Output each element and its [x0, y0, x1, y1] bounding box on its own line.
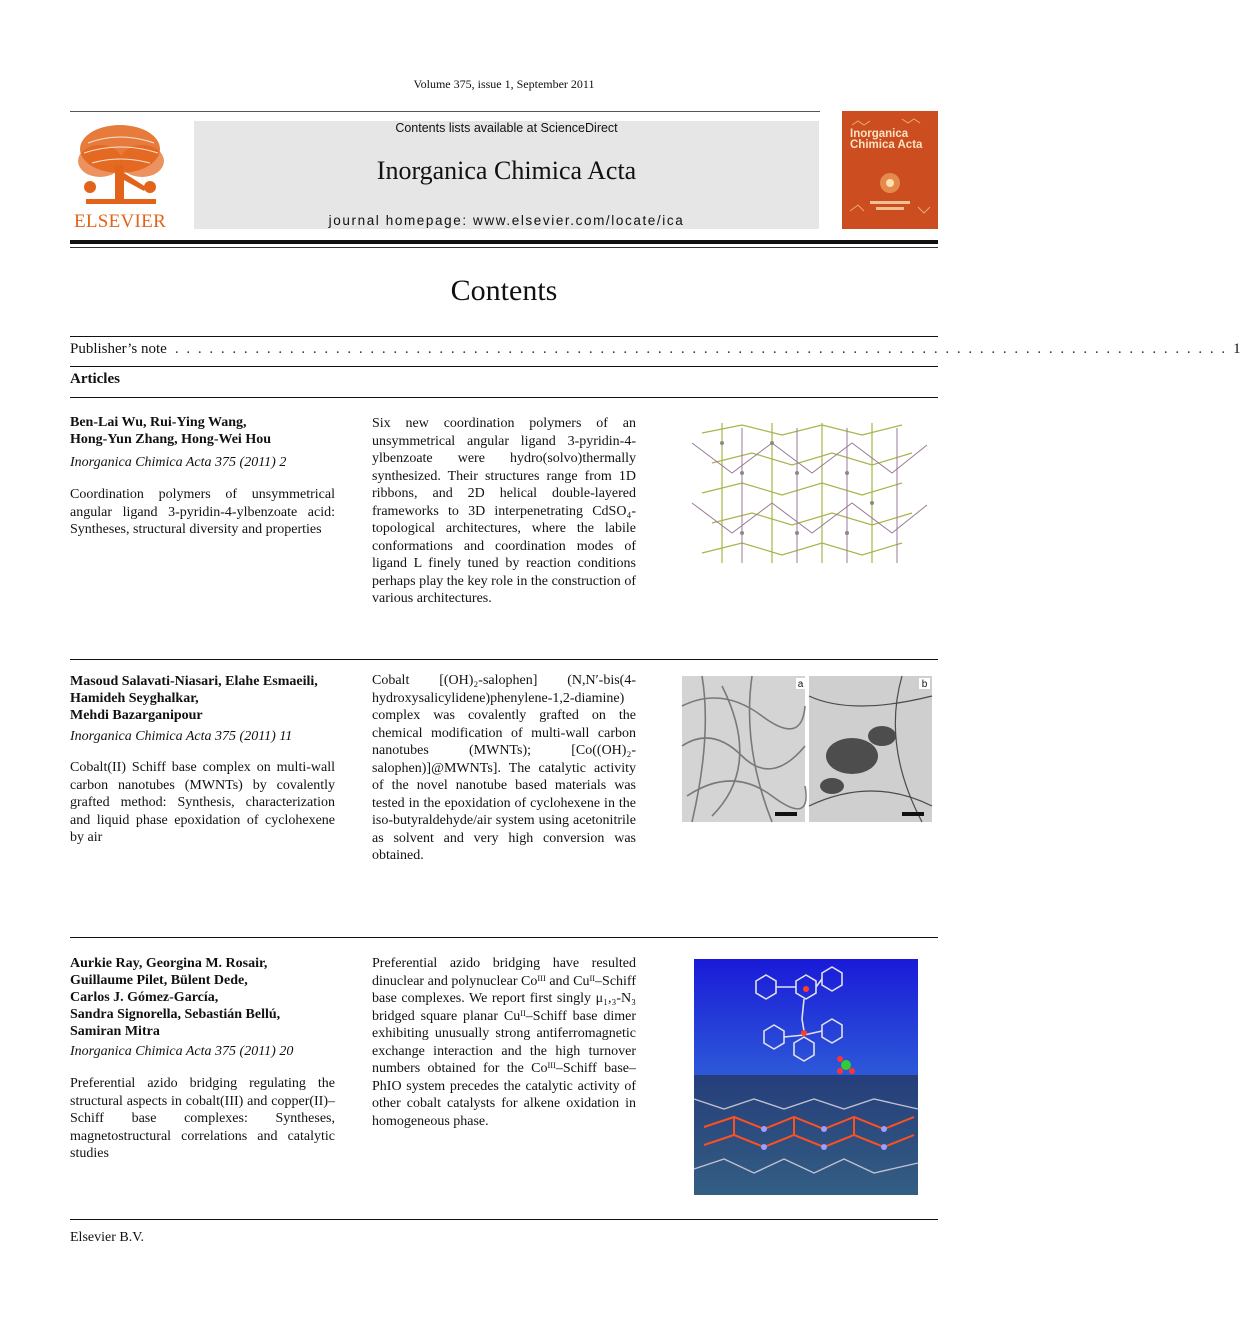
panel-label-b: b	[921, 679, 928, 690]
article-citation[interactable]: Inorganica Chimica Acta 375 (2011) 11	[70, 729, 293, 744]
publishers-note-label: Publisher’s note	[70, 341, 167, 357]
journal-cover-image	[842, 111, 938, 229]
journal-masthead	[194, 121, 819, 229]
top-rule	[70, 111, 820, 112]
divider	[70, 336, 938, 337]
publishers-note-entry[interactable]	[70, 341, 1241, 358]
article-title[interactable]: Coordination polymers of unsymmetrical angular ligand 3-pyridin-4-ylbenzoate acid: Syntheses, structural diversity and properties	[70, 487, 335, 537]
publishers-note-page: 1	[1233, 341, 1241, 357]
footer-rule	[70, 1219, 938, 1220]
panel-label-a: a	[797, 679, 804, 690]
article-citation[interactable]: Inorganica Chimica Acta 375 (2011) 2	[70, 455, 287, 470]
article-title[interactable]: Preferential azido bridging regulating the structural aspects in cobalt(III) and copper(II)–Schiff base complexes: Syntheses, magnetostructural correlations and catalytic studies	[70, 1076, 335, 1161]
article-citation[interactable]: Inorganica Chimica Acta 375 (2011) 20	[70, 1044, 294, 1059]
divider	[70, 937, 938, 938]
masthead-thick-rule	[70, 240, 938, 244]
article-authors: Ben-Lai Wu, Rui-Ying Wang, Hong-Yun Zhang, Hong-Wei Hou	[70, 415, 271, 447]
divider	[70, 659, 938, 660]
journal-homepage-link[interactable]: journal homepage: www.elsevier.com/locate/ica	[328, 213, 685, 228]
nanotube-tem-graphic	[682, 676, 932, 822]
journal-title: Inorganica Chimica Acta	[376, 156, 637, 185]
leader-dots: . . . . . . . . . . . . . . . . . . . . . . . . . . . . . . . . . . . . . . . . . . . . . . . . . . . . . . . . . . . . . . . . . . . . . . . . . . . . . . . . . . . . . . . . . . . .	[174, 341, 1228, 357]
article-authors: Aurkie Ray, Georgina M. Rosair, Guillaume Pilet, Bülent Dede, Carlos J. Gómez-García, Sandra Signorella, Sebastián Bellú, Samiran Mitra	[70, 956, 281, 1039]
article-title[interactable]: Cobalt(II) Schiff base complex on multi-wall carbon nanotubes (MWNTs) by covalently grafted method: Synthesis, characterization and liquid phase epoxidation of cyclohexene by air	[70, 760, 335, 845]
footer-publisher: Elsevier B.V.	[70, 1230, 145, 1245]
volume-line: Volume 375, issue 1, September 2011	[413, 77, 595, 91]
article-abstract: Six new coordination polymers of an unsymmetrical angular ligand 3-pyridin-4-ylbenzoate were hydro(solvo)thermally synthesized. Their structures range from 1D ribbons, and 2D helical double-layered frameworks to 3D interpenetrating CdSO₄-topological architectures, where the labile conformations and coordination modes of ligand L finely tuned by reaction conditions perhaps play the key role in the construction of various architectures.	[372, 416, 636, 606]
article-authors: Masoud Salavati-Niasari, Elahe Esmaeili, Hamideh Seyghalkar, Mehdi Bazarganipour	[70, 674, 318, 723]
section-label: Articles	[70, 371, 120, 387]
divider	[70, 366, 938, 367]
coordination-polymer-graphic	[682, 413, 932, 573]
cobalt-copper-complex-graphic	[694, 959, 918, 1195]
article-abstract: Cobalt [(OH)₂-salophen] (N,N′-bis(4-hydroxysalicylidene)phenylene-1,2-diamine) complex was covalently grafted on the chemical modification of multi-wall carbon nanotubes (MWNTs); [Co((OH)₂-salophen)]@MWNTs]. The catalytic activity of the novel nanotube based materials was tested in the epoxidation of cyclohexene in the iso-butyraldehyde/air system using acetonitrile as solvent and very high conversion was obtained.	[372, 673, 636, 863]
masthead-thin-rule	[70, 247, 938, 248]
elsevier-wordmark: ELSEVIER	[73, 211, 167, 232]
contents-heading: Contents	[450, 274, 558, 307]
divider	[70, 397, 938, 398]
cover-title: Inorganica Chimica Acta	[850, 128, 923, 151]
contents-lists-link[interactable]: Contents lists available at ScienceDirect	[395, 121, 618, 135]
cover-artwork	[842, 111, 938, 229]
article-abstract: Preferential azido bridging have resulted dinuclear and polynuclear Coᴵᴵᴵ and Cuᴵᴵ–Schiff base complexes. We report first singly μ₁,₃-N₃ bridged square planar Cuᴵᴵ–Schiff base dimer exhibiting unusually strong antiferromagnetic exchange interaction and the high turnover numbers obtained for the Coᴵᴵᴵ–Schiff base–PhIO system precedes the catalytic activity of other cobalt catalysts for alkene oxidation in homogeneous phase.	[372, 956, 636, 1129]
